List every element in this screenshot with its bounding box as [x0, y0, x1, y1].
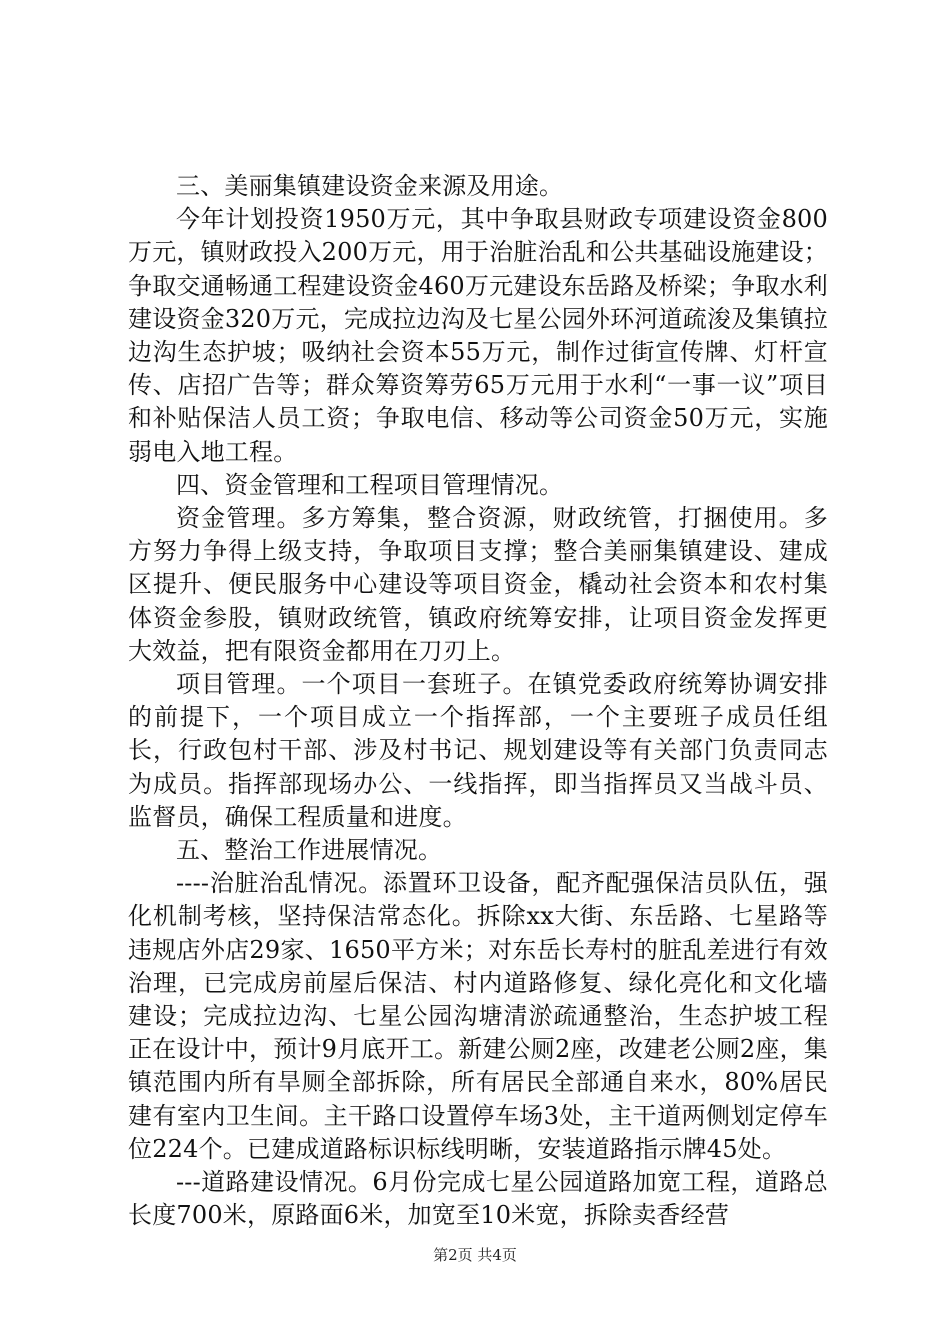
paragraph-cleanup-progress: ----治脏治乱情况。添置环卫设备，配齐配强保洁员队伍，强化机制考核，坚持保洁常态化。拆除xx大街、东岳路、七星路等违规店外店29家、1650平方米；对东岳长寿村的脏乱差进行有效治理，已完成房前屋后保洁、村内道路修复、绿化亮化和文化墙建设；完成拉边沟、七星公园沟塘清淤疏通整治，生态护坡工程正在设计中，预计9月底开工。新建公厕2座，改建老公厕2座，集镇范围内所有旱厕全部拆除，所有居民全部通自来水，80%居民建有室内卫生间。主干路口设置停车场3处，主干道两侧划定停车位224个。已建成道路标识标线明晰，安装道路指示牌45处。	[128, 869, 828, 1163]
paragraph-project-management: 项目管理。一个项目一套班子。在镇党委政府统筹协调安排的前提下，一个项目成立一个指挥部，一个主要班子成员任组长，行政包村干部、涉及村书记、规划建设等有关部门负责同志为成员。指挥部现场办公、一线指挥，即当指挥员又当战斗员、监督员，确保工程质量和进度。	[128, 670, 828, 831]
paragraph-fund-management: 资金管理。多方筹集，整合资源，财政统管，打捆使用。多方努力争得上级支持，争取项目支撑；整合美丽集镇建设、建成区提升、便民服务中心建设等项目资金，橇动社会资本和农村集体资金参股，镇财政统管，镇政府统筹安排，让项目资金发挥更大效益，把有限资金都用在刀刃上。	[128, 504, 828, 665]
paragraph-road-construction: ---道路建设情况。6月份完成七星公园道路加宽工程，道路总长度700米，原路面6米，加宽至10米宽，拆除卖香经营	[128, 1168, 828, 1230]
section-heading-progress: 五、整治工作进展情况。	[176, 836, 443, 865]
section-heading-management: 四、资金管理和工程项目管理情况。	[176, 470, 564, 499]
section-heading-funding: 三、美丽集镇建设资金来源及用途。	[176, 172, 564, 200]
page-footer: 第2页 共4页	[433, 1246, 517, 1264]
document-body	[128, 170, 828, 1233]
paragraph-investment-plan: 今年计划投资1950万元，其中争取县财政专项建设资金800万元，镇财政投入200万元，用于治脏治乱和公共基础设施建设；争取交通畅通工程建设资金460万元建设东岳路及桥梁；争取水利建设资金320万元，完成拉边沟及七星公园外环河道疏浚及集镇拉边沟生态护坡；吸纳社会资本55万元，制作过街宣传牌、灯杆宣传、店招广告等；群众筹资筹劳65万元用于水利“一事一议”项目和补贴保洁人员工资；争取电信、移动等公司资金50万元，实施弱电入地工程。	[128, 205, 828, 466]
